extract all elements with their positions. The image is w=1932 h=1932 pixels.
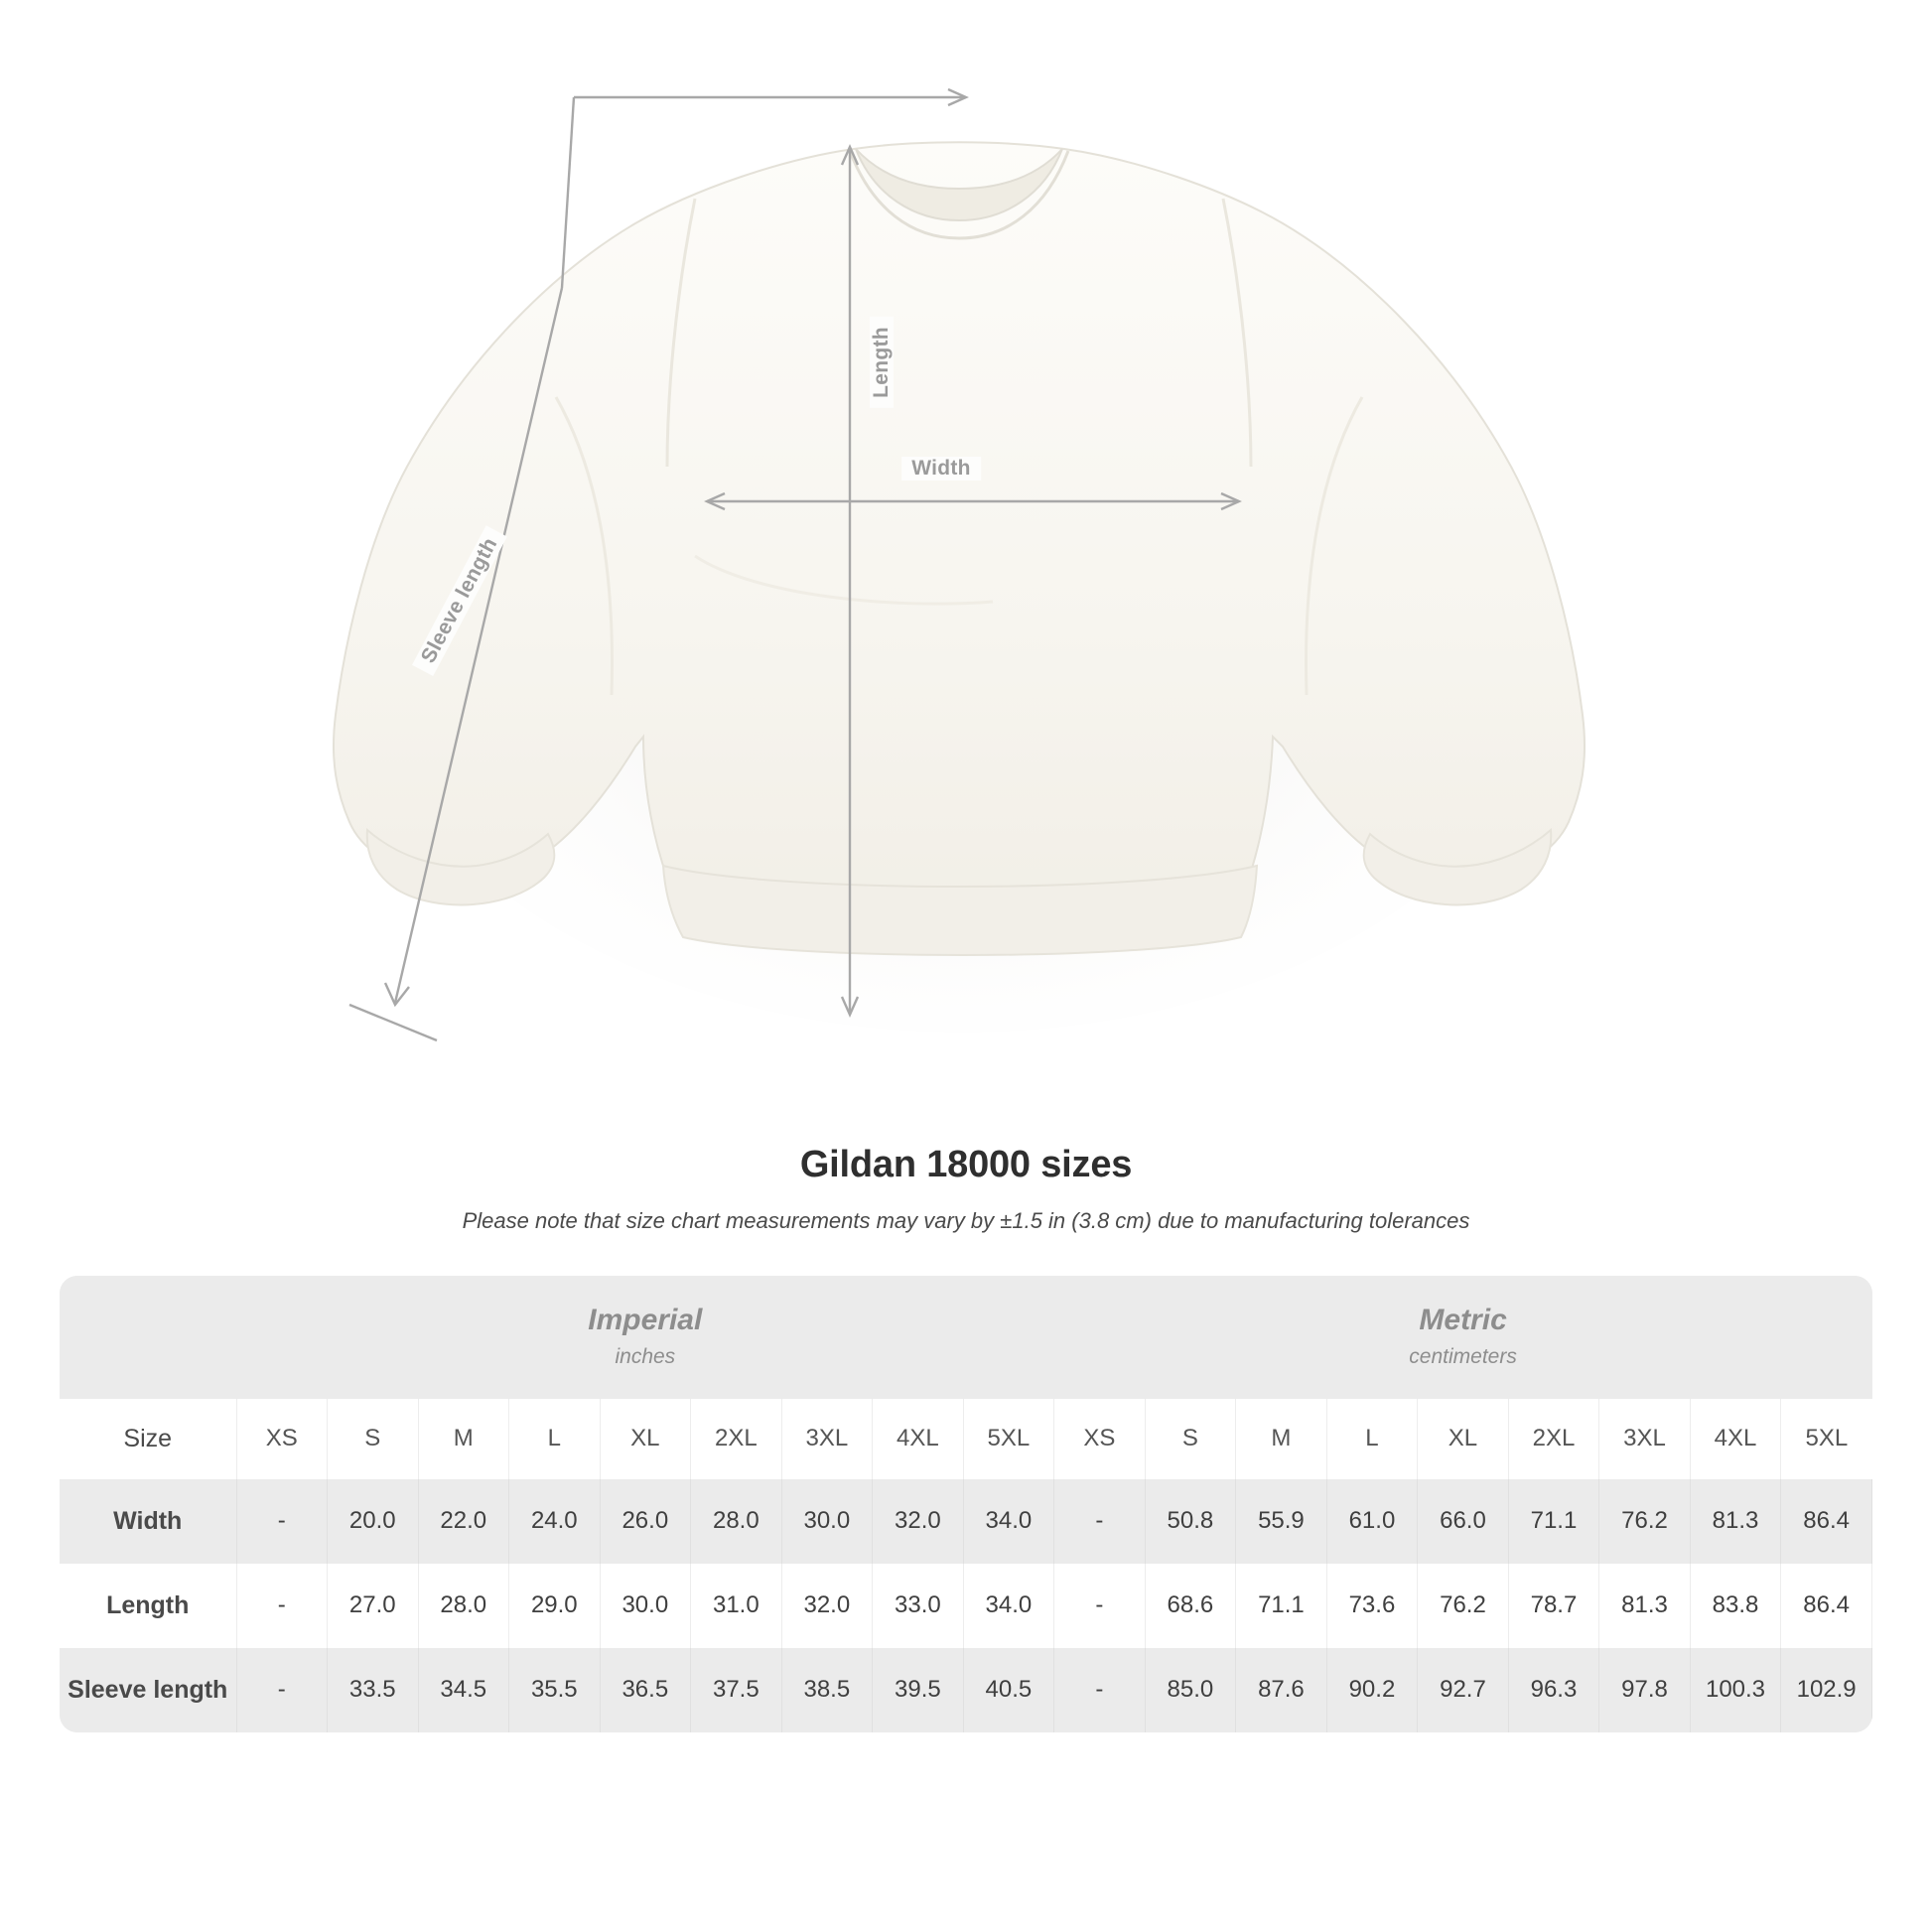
size-header-cell: M xyxy=(1236,1399,1327,1479)
measurement-cell: 102.9 xyxy=(1781,1648,1872,1732)
measurement-cell: 90.2 xyxy=(1326,1648,1418,1732)
measurement-cell: 30.0 xyxy=(781,1479,873,1564)
measurement-cell: 71.1 xyxy=(1236,1564,1327,1648)
measurement-cell: 38.5 xyxy=(781,1648,873,1732)
measurement-cell: 92.7 xyxy=(1418,1648,1509,1732)
measurement-cell: 97.8 xyxy=(1599,1648,1691,1732)
measurement-cell: 55.9 xyxy=(1236,1479,1327,1564)
unit-header-row xyxy=(60,1276,1872,1399)
measurement-cell: 73.6 xyxy=(1326,1564,1418,1648)
unit-header-metric xyxy=(1054,1276,1872,1399)
table-row xyxy=(60,1479,1872,1564)
size-header-row xyxy=(60,1399,1872,1479)
size-header-cell: S xyxy=(328,1399,419,1479)
measurement-cell: 29.0 xyxy=(509,1564,601,1648)
row-header-width: Width xyxy=(60,1479,236,1564)
size-header-cell: XS xyxy=(236,1399,328,1479)
size-header-cell: XL xyxy=(1418,1399,1509,1479)
tolerance-note: Please note that size chart measurements may vary by ±1.5 in (3.8 cm) due to manufacturing tolerances xyxy=(462,1208,1470,1233)
measurement-cell: 83.8 xyxy=(1690,1564,1781,1648)
size-header-cell: 5XL xyxy=(1781,1399,1872,1479)
unit-header-imperial xyxy=(236,1276,1054,1399)
unit-system-label: Imperial xyxy=(588,1304,703,1336)
measurement-cell: 71.1 xyxy=(1508,1479,1599,1564)
measurement-cell: 87.6 xyxy=(1236,1648,1327,1732)
size-table-container xyxy=(60,1276,1872,1732)
size-table xyxy=(60,1276,1872,1732)
size-column-header: Size xyxy=(60,1399,236,1479)
row-header-sleeve-length: Sleeve length xyxy=(60,1648,236,1732)
measurement-cell: 28.0 xyxy=(418,1564,509,1648)
measurement-cell: 24.0 xyxy=(509,1479,601,1564)
size-header-cell: L xyxy=(1326,1399,1418,1479)
size-header-cell: 2XL xyxy=(691,1399,782,1479)
size-header-cell: M xyxy=(418,1399,509,1479)
measurement-cell: - xyxy=(236,1564,328,1648)
unit-sub-label: centimeters xyxy=(1409,1344,1517,1368)
page-title: Gildan 18000 sizes xyxy=(799,1144,1133,1185)
size-header-cell: L xyxy=(509,1399,601,1479)
measurement-cell: 32.0 xyxy=(873,1479,964,1564)
measurement-cell: 34.0 xyxy=(963,1564,1054,1648)
sleeve-length-dimension-label: Sleeve length xyxy=(412,525,507,676)
measurement-cell: 85.0 xyxy=(1145,1648,1236,1732)
measurement-cell: 39.5 xyxy=(873,1648,964,1732)
row-header-length: Length xyxy=(60,1564,236,1648)
measurement-cell: 22.0 xyxy=(418,1479,509,1564)
size-header-cell: 3XL xyxy=(1599,1399,1691,1479)
unit-system-label: Metric xyxy=(1419,1304,1507,1336)
measurement-cell: - xyxy=(236,1479,328,1564)
size-header-cell: 4XL xyxy=(873,1399,964,1479)
length-dimension-label: Length xyxy=(870,317,894,408)
measurement-cell: 61.0 xyxy=(1326,1479,1418,1564)
size-header-cell: XS xyxy=(1054,1399,1146,1479)
measurement-cell: - xyxy=(1054,1564,1146,1648)
table-row xyxy=(60,1648,1872,1732)
measurement-cell: 30.0 xyxy=(600,1564,691,1648)
measurement-cell: 26.0 xyxy=(600,1479,691,1564)
measurement-cell: 81.3 xyxy=(1599,1564,1691,1648)
size-header-cell: 3XL xyxy=(781,1399,873,1479)
measurement-cell: 20.0 xyxy=(328,1479,419,1564)
unit-sub-label: inches xyxy=(615,1344,676,1368)
measurement-cell: 34.5 xyxy=(418,1648,509,1732)
measurement-cell: 81.3 xyxy=(1690,1479,1781,1564)
measurement-cell: 31.0 xyxy=(691,1564,782,1648)
measurement-cell: 76.2 xyxy=(1418,1564,1509,1648)
width-dimension-label: Width xyxy=(901,457,981,481)
measurement-cell: 66.0 xyxy=(1418,1479,1509,1564)
size-header-cell: 5XL xyxy=(963,1399,1054,1479)
title-block xyxy=(0,1144,1932,1234)
measurement-cell: 76.2 xyxy=(1599,1479,1691,1564)
unit-row-spacer xyxy=(60,1276,236,1399)
size-header-cell: 4XL xyxy=(1690,1399,1781,1479)
measurement-cell: 33.5 xyxy=(328,1648,419,1732)
measurement-cell: 34.0 xyxy=(963,1479,1054,1564)
size-header-cell: XL xyxy=(600,1399,691,1479)
measurement-cell: 27.0 xyxy=(328,1564,419,1648)
measurement-cell: 96.3 xyxy=(1508,1648,1599,1732)
table-row xyxy=(60,1564,1872,1648)
measurement-cell: 86.4 xyxy=(1781,1564,1872,1648)
measurement-cell: - xyxy=(1054,1479,1146,1564)
measurement-cell: - xyxy=(1054,1648,1146,1732)
size-header-cell: S xyxy=(1145,1399,1236,1479)
measurement-cell: 40.5 xyxy=(963,1648,1054,1732)
measurement-cell: 78.7 xyxy=(1508,1564,1599,1648)
measurement-cell: 100.3 xyxy=(1690,1648,1781,1732)
measurement-cell: 32.0 xyxy=(781,1564,873,1648)
measurement-cell: - xyxy=(236,1648,328,1732)
measurement-cell: 68.6 xyxy=(1145,1564,1236,1648)
measurement-cell: 50.8 xyxy=(1145,1479,1236,1564)
measurement-cell: 36.5 xyxy=(600,1648,691,1732)
measurement-cell: 28.0 xyxy=(691,1479,782,1564)
measurement-cell: 37.5 xyxy=(691,1648,782,1732)
size-header-cell: 2XL xyxy=(1508,1399,1599,1479)
measurement-cell: 86.4 xyxy=(1781,1479,1872,1564)
measurement-cell: 33.0 xyxy=(873,1564,964,1648)
measurement-cell: 35.5 xyxy=(509,1648,601,1732)
